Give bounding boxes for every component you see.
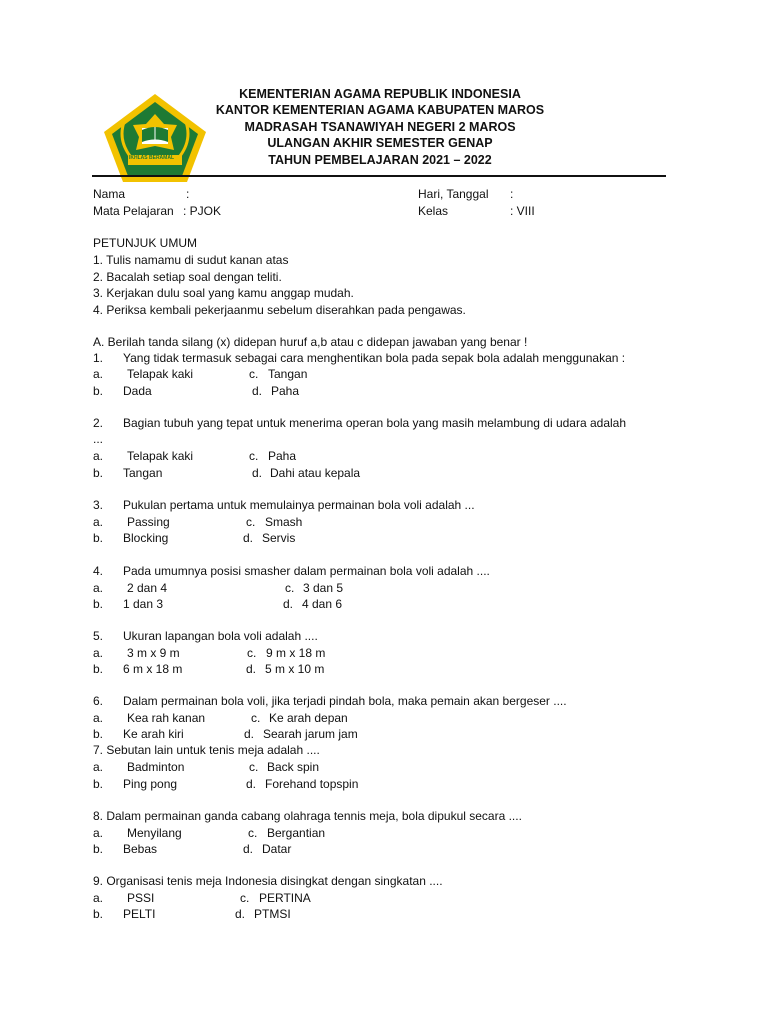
q6-b-text: Ke arah kiri [123, 727, 184, 741]
mapel-label: Mata Pelajaran [93, 204, 174, 218]
q3-number: 3. [93, 498, 104, 512]
q6-c-letter: c. [251, 711, 261, 725]
q3-a-text: Passing [127, 515, 170, 529]
q6-d-letter: d. [244, 727, 255, 741]
q7-b-text: Ping pong [123, 777, 178, 791]
q9-b-letter: b. [93, 907, 104, 921]
q2-d-letter: d. [252, 466, 263, 480]
section-a-instruction: A. Berilah tanda silang (x) didepan huruf a,b atau c didepan jawaban yang benar ! [93, 335, 528, 349]
q6-a-text: Kea rah kanan [127, 711, 206, 725]
q3-d-letter: d. [243, 531, 254, 545]
q7-d-letter: d. [246, 777, 257, 791]
q7-c-letter: c. [249, 760, 259, 774]
nama-colon: : [186, 187, 190, 201]
q8-c-text: Bergantian [267, 826, 326, 840]
q9-b-text: PELTI [123, 907, 156, 921]
q2-a-text: Telapak kaki [127, 449, 194, 463]
q1-d-letter: d. [252, 384, 263, 398]
q8-d-letter: d. [243, 842, 254, 856]
q1-d-text: Paha [271, 384, 300, 398]
nama-label: Nama [93, 187, 126, 201]
q4-text: Pada umumnya posisi smasher dalam permainan bola voli adalah .... [123, 564, 490, 578]
header-line-4: ULANGAN AKHIR SEMESTER GENAP [267, 136, 493, 151]
q6-a-letter: a. [93, 711, 104, 725]
petunjuk-item: 3. Kerjakan dulu soal yang kamu anggap mudah. [93, 286, 354, 300]
q3-b-text: Blocking [123, 531, 169, 545]
q4-b-text: 1 dan 3 [123, 597, 164, 611]
q4-b-letter: b. [93, 597, 104, 611]
q5-c-letter: c. [247, 646, 257, 660]
q6-c-text: Ke arah depan [269, 711, 348, 725]
q1-a-text: Telapak kaki [127, 367, 194, 381]
q3-text: Pukulan pertama untuk memulainya permainan bola voli adalah ... [123, 498, 475, 512]
q7-d-text: Forehand topspin [265, 777, 359, 791]
q1-c-letter: c. [249, 367, 259, 381]
hari-colon: : [510, 187, 514, 201]
q7-c-text: Back spin [267, 760, 320, 774]
q7-a-letter: a. [93, 760, 104, 774]
q2-b-text: Tangan [123, 466, 163, 480]
q4-c-letter: c. [285, 581, 295, 595]
q2-text-cont: ... [93, 432, 104, 446]
header-line-3: MADRASAH TSANAWIYAH NEGERI 2 MAROS [244, 119, 516, 134]
q5-a-text: 3 m x 9 m [127, 646, 180, 660]
q2-d-text: Dahi atau kepala [270, 466, 361, 480]
header-line-1: KEMENTERIAN AGAMA REPUBLIK INDONESIA [239, 87, 521, 101]
q8-b-text: Bebas [123, 842, 158, 856]
q4-a-letter: a. [93, 581, 104, 595]
petunjuk-title: PETUNJUK UMUM [93, 236, 197, 250]
q8-c-letter: c. [248, 826, 258, 840]
q9-d-letter: d. [235, 907, 246, 921]
q8-d-text: Datar [262, 842, 292, 856]
q7-b-letter: b. [93, 777, 104, 791]
hari-label: Hari, Tanggal [418, 187, 489, 201]
header-line-2: KANTOR KEMENTERIAN AGAMA KABUPATEN MAROS [215, 103, 545, 118]
q1-text: Yang tidak termasuk sebagai cara menghentikan bola pada sepak bola adalah menggunakan : [123, 351, 626, 365]
q6-b-letter: b. [93, 727, 104, 741]
q8-text: 8. Dalam permainan ganda cabang olahraga tennis meja, bola dipukul secara .... [93, 809, 522, 823]
q5-c-text: 9 m x 18 m [266, 646, 326, 660]
header-rule [92, 175, 666, 177]
q7-a-text: Badminton [127, 760, 185, 774]
logo-text: IKHLAS BERAMAL [129, 155, 174, 161]
q9-c-text: PERTINA [259, 891, 311, 905]
letterhead [200, 86, 560, 168]
q1-a-letter: a. [93, 367, 104, 381]
q3-c-letter: c. [246, 515, 256, 529]
q8-b-letter: b. [93, 842, 104, 856]
q1-c-text: Tangan [268, 367, 308, 381]
header-line-5: TAHUN PEMBELAJARAN 2021 – 2022 [268, 152, 492, 167]
q4-c-text: 3 dan 5 [303, 581, 344, 595]
q9-c-letter: c. [240, 891, 250, 905]
q4-d-letter: d. [283, 597, 294, 611]
q2-text: Bagian tubuh yang tepat untuk menerima operan bola yang masih melambung di udara adalah [123, 416, 627, 430]
q8-a-letter: a. [93, 826, 104, 840]
q3-a-letter: a. [93, 515, 104, 529]
kemenag-logo [100, 92, 210, 184]
q5-a-letter: a. [93, 646, 104, 660]
q9-d-text: PTMSI [254, 907, 291, 921]
petunjuk-item: 1. Tulis namamu di sudut kanan atas [93, 253, 289, 267]
q3-c-text: Smash [265, 515, 303, 529]
kelas-label: Kelas [418, 204, 449, 218]
q3-d-text: Servis [262, 531, 296, 545]
q4-number: 4. [93, 564, 104, 578]
q2-c-letter: c. [249, 449, 259, 463]
q5-b-letter: b. [93, 662, 104, 676]
q6-number: 6. [93, 694, 104, 708]
q6-text: Dalam permainan bola voli, jika terjadi pindah bola, maka pemain akan bergeser .... [123, 694, 567, 708]
q1-number: 1. [93, 351, 104, 365]
mapel-value: : PJOK [183, 204, 222, 218]
petunjuk-item: 2. Bacalah setiap soal dengan teliti. [93, 270, 282, 284]
q8-a-text: Menyilang [127, 826, 182, 840]
q2-c-text: Paha [268, 449, 297, 463]
kelas-value: : VIII [510, 204, 535, 218]
q1-b-letter: b. [93, 384, 104, 398]
q5-b-text: 6 m x 18 m [123, 662, 183, 676]
q9-a-text: PSSI [127, 891, 155, 905]
q5-text: Ukuran lapangan bola voli adalah .... [123, 629, 318, 643]
q5-d-letter: d. [246, 662, 257, 676]
q4-d-text: 4 dan 6 [302, 597, 343, 611]
q3-b-letter: b. [93, 531, 104, 545]
q5-d-text: 5 m x 10 m [265, 662, 325, 676]
q6-d-text: Searah jarum jam [263, 727, 358, 741]
q2-a-letter: a. [93, 449, 104, 463]
q4-a-text: 2 dan 4 [127, 581, 168, 595]
q7-text: 7. Sebutan lain untuk tenis meja adalah .... [93, 743, 320, 757]
q2-b-letter: b. [93, 466, 104, 480]
q1-b-text: Dada [123, 384, 152, 398]
q2-number: 2. [93, 416, 104, 430]
q5-number: 5. [93, 629, 104, 643]
q9-text: 9. Organisasi tenis meja Indonesia disingkat dengan singkatan .... [93, 874, 443, 888]
q9-a-letter: a. [93, 891, 104, 905]
petunjuk-item: 4. Periksa kembali pekerjaanmu sebelum diserahkan pada pengawas. [93, 303, 466, 317]
